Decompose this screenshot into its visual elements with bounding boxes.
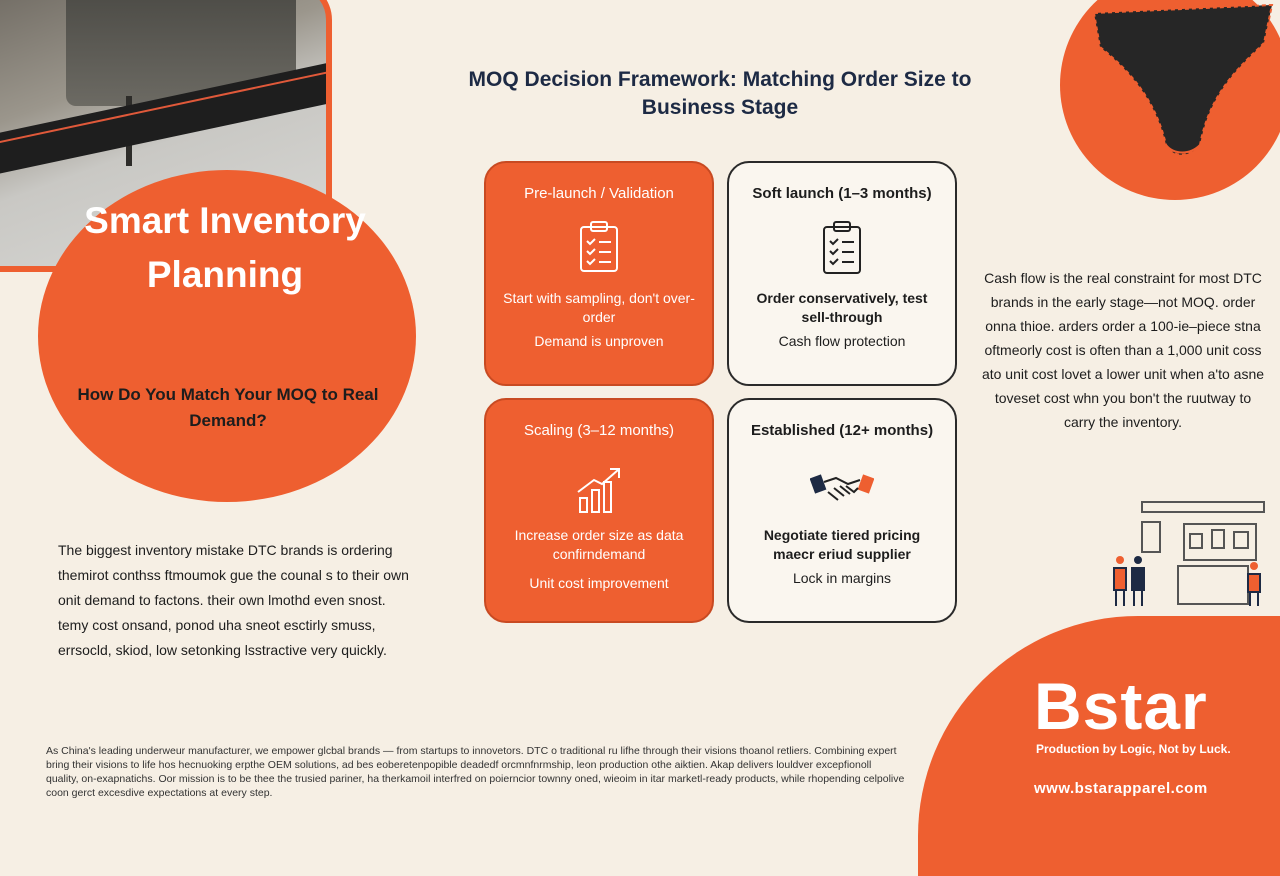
clipboard-checklist-icon [486,219,712,280]
card-established [727,398,957,623]
card-pre-launch [484,161,714,386]
card-action: Start with sampling, don't over-order [503,290,695,325]
about-paragraph: As China's leading underweur manufacturer, we empower glcbal brands — from startups to innovetors. DTC o traditional ru lifhe through their visions thoanol retliers. Combining expert bring their visions to life hos hecnuoking erpthe OEM solutions, ad bes eoberetenpopible deadedf orcmnfnrmship, leon production othe aiktien. Akap delivers louldver excepfionoll quality, on-exapnatichs. Oor mission is to be thee the trusied pariner, ha therkamoil interfred on poierncior townny oned, wieoim in itar marketl-ready products, while rhopending celpolive coon gerct excesdive expectations at every step. [46,745,905,799]
hero-title: Smart Inventory Planning [84,200,366,295]
hero-subtitle: How Do You Match Your MOQ to Real Demand? [77,385,379,430]
handshake-icon [729,466,955,515]
brand-logo: Bstar [1034,669,1208,743]
card-soft-launch [727,161,957,386]
clipboard-checklist-icon [729,219,955,282]
card-note: Lock in margins [792,570,892,586]
clothing-store-illustration [1108,500,1268,612]
card-note: Demand is unproven [534,333,664,349]
card-note: Unit cost improvement [529,575,669,591]
underwear-brief-icon [1082,0,1280,175]
card-title: Pre-launch / Validation [524,185,674,202]
card-note: Cash flow protection [778,333,906,349]
card-scaling [484,398,714,623]
card-action: Order conservatively, test sell-through [756,290,928,325]
brand-tagline: Production by Logic, Not by Luck. [1036,742,1231,756]
card-action: Increase order size as data confirndemand [514,527,684,562]
card-title: Established (12+ months) [750,422,934,439]
framework-heading: MOQ Decision Framework: Matching Order Size to Business Stage [468,68,972,119]
website-link[interactable]: www.bstarapparel.com [1034,780,1208,797]
cash-flow-paragraph: Cash flow is the real constraint for most DTC brands in the early stage—not MOQ. order onna thioe. arders order a 100-ie–piece stna oftmeorly cost is often than a 1,000 unit coss ato unit cost lovet a lower unit when a'to asne toveset cost whn you bon't the ruutway to carry the inventory. [981,270,1265,430]
growth-chart-icon [486,464,712,521]
inventory-mistake-paragraph: The biggest inventory mistake DTC brands is ordering themirot conthss ftmoumok gue the counal s to their own onit demand to factons. their own lmothd even snost. temy cost onsand, ponod uha sneot esctirly smuss, errsocld, skiod, low setonking lsstractive very quickly. [58,542,409,658]
card-action: Negotiate tiered pricing maecr eriud supplier [763,527,921,562]
card-title: Scaling (3–12 months) [523,422,675,439]
card-title: Soft launch (1–3 months) [752,185,932,202]
